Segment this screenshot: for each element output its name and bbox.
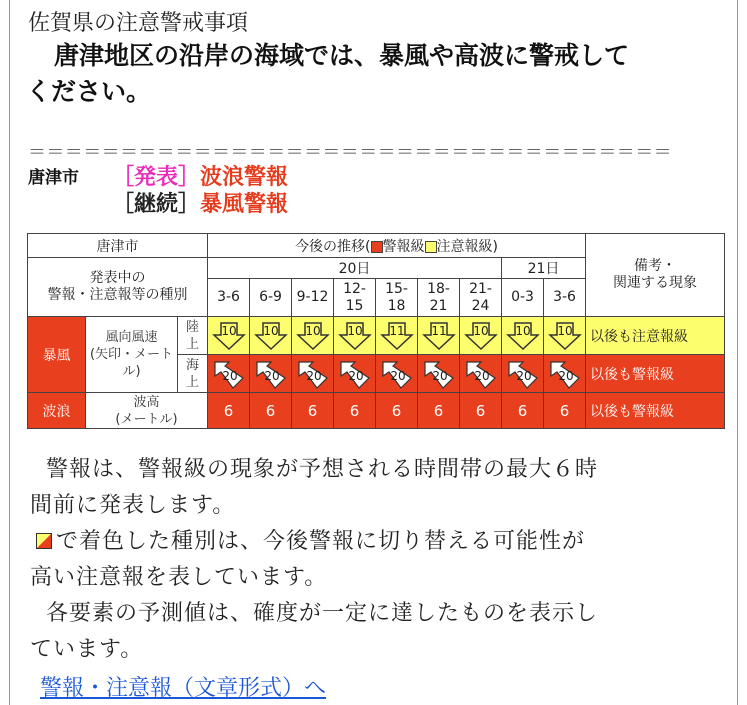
storm-element-2: (矢印・メート [89, 347, 174, 362]
wave-height-cell: 6 [460, 393, 502, 429]
time-slot [334, 279, 376, 317]
land-wind-cell [544, 317, 586, 355]
time-slot [502, 279, 544, 317]
sea-wind-cell [460, 355, 502, 393]
sea-wind-speed: 20 [557, 368, 574, 383]
south-wind-arrow-icon [254, 321, 288, 351]
wave-height-cell: 6 [418, 393, 460, 429]
time-slot-start: 9-12 [296, 289, 329, 305]
sea-wind-cell [250, 355, 292, 393]
trend-warning: 警報級 [382, 238, 425, 255]
time-slot-start: 15- [385, 280, 408, 297]
text-format-link[interactable]: 警報・注意報（文章形式）へ [40, 676, 327, 701]
time-slot [376, 279, 418, 317]
sea-wind-cell [292, 355, 334, 393]
time-slot-start: 18- [427, 280, 450, 297]
south-wind-arrow-icon [464, 321, 498, 351]
southwest-wind-arrow-icon [211, 358, 247, 390]
remarks-line-1: 備考・ [634, 258, 677, 274]
wave-element-1: 波高 [133, 394, 160, 410]
wave-height-cell: 6 [250, 393, 292, 429]
trend-prefix: 今後の推移( [295, 238, 371, 255]
note-forecast-values [30, 596, 720, 668]
issue-cont-name: 暴風警報 [200, 192, 289, 217]
land-wind-cell [376, 317, 418, 355]
sea-wind-speed: 20 [347, 368, 364, 383]
land-wind-speed: 10 [514, 323, 531, 338]
wave-element-2: (メートル) [115, 411, 178, 427]
time-slot-end: 21 [429, 297, 448, 314]
note2-line-a-wrap [30, 524, 720, 560]
issue-new-name: 波浪警報 [200, 165, 289, 190]
time-slot-end: 15 [345, 297, 364, 314]
storm-element-3: ル) [122, 364, 141, 379]
time-slot-start: 3-6 [217, 289, 240, 305]
south-wind-arrow-icon [422, 321, 456, 351]
note-color-meaning [30, 524, 720, 596]
land-wind-cell [418, 317, 460, 355]
sea-wind-speed: 20 [431, 368, 448, 383]
time-slot [544, 279, 586, 317]
storm-label: 暴風 [28, 317, 86, 393]
south-wind-arrow-icon [506, 321, 540, 351]
land-wind-cell [250, 317, 292, 355]
wave-height-cell: 6 [292, 393, 334, 429]
southwest-wind-arrow-icon [421, 358, 457, 390]
wave-height-cell: 6 [334, 393, 376, 429]
wave-height-cell: 6 [544, 393, 586, 429]
advisory-to-warning-swatch-icon [36, 533, 52, 549]
issue-cont-tag: ［継続］ [112, 192, 201, 217]
type-header [28, 258, 208, 317]
type-label-1: 発表中の [89, 270, 146, 286]
storm-element [86, 317, 178, 393]
time-slot-start: 21- [469, 280, 492, 297]
time-slot-start: 6-9 [259, 289, 282, 305]
sea-wind-speed: 20 [221, 368, 238, 383]
frame-right-border [737, 0, 738, 705]
time-slot [208, 279, 250, 317]
southwest-wind-arrow-icon [379, 358, 415, 390]
note1-line-b: 間前に発表します。 [30, 493, 236, 518]
land-wind-speed: 10 [346, 323, 363, 338]
southwest-wind-arrow-icon [463, 358, 499, 390]
land-wind-speed: 10 [262, 323, 279, 338]
forecast-table [27, 233, 725, 429]
south-wind-arrow-icon [296, 321, 330, 351]
wave-height-cell: 6 [502, 393, 544, 429]
land-wind-cell [334, 317, 376, 355]
legend-warning-swatch [371, 241, 383, 253]
time-slot [418, 279, 460, 317]
legend-advisory-swatch [425, 241, 437, 253]
remarks-header [586, 234, 725, 317]
frame-left-border [9, 0, 10, 705]
sea-wind-speed: 20 [305, 368, 322, 383]
time-slot-start: 12- [343, 280, 366, 297]
land-wind-speed: 11 [388, 323, 405, 338]
day1-header: 20日 [208, 258, 502, 279]
remarks-line-2: 関連する現象 [613, 275, 698, 291]
note-warning-timing [30, 452, 720, 524]
time-slot-start: 0-3 [511, 289, 534, 305]
headline-line-2: ください。 [26, 77, 152, 106]
wave-height-cell: 6 [208, 393, 250, 429]
land-label-1: 陸 [186, 319, 200, 335]
land-label-2: 上 [186, 336, 200, 352]
divider: ＝＝＝＝＝＝＝＝＝＝＝＝＝＝＝＝＝＝＝＝＝＝＝＝＝＝＝＝＝＝＝＝＝＝＝ [28, 142, 672, 163]
land-wind-cell [502, 317, 544, 355]
wave-height-cell: 6 [376, 393, 418, 429]
sea-wind-cell [208, 355, 250, 393]
day2-header: 21日 [502, 258, 586, 279]
south-wind-arrow-icon [548, 321, 582, 351]
sea-wind-cell [376, 355, 418, 393]
time-slot [250, 279, 292, 317]
issue-new-tag: ［発表］ [112, 165, 201, 190]
time-slot-start: 3-6 [553, 289, 576, 305]
land-label [178, 317, 208, 355]
land-wind-speed: 10 [304, 323, 321, 338]
issue-continued [112, 187, 288, 218]
sea-remark: 以後も警報級 [586, 355, 725, 393]
southwest-wind-arrow-icon [505, 358, 541, 390]
sea-wind-cell [418, 355, 460, 393]
southwest-wind-arrow-icon [337, 358, 373, 390]
note2-line-b: 高い注意報を表しています。 [30, 565, 328, 590]
land-wind-speed: 10 [220, 323, 237, 338]
southwest-wind-arrow-icon [253, 358, 289, 390]
sea-wind-speed: 20 [389, 368, 406, 383]
time-slot-end: 24 [471, 297, 490, 314]
sea-wind-speed: 20 [515, 368, 532, 383]
land-wind-speed: 10 [472, 323, 489, 338]
sea-wind-cell [544, 355, 586, 393]
wave-element [86, 393, 208, 429]
storm-element-1: 風向風速 [105, 330, 158, 345]
southwest-wind-arrow-icon [547, 358, 583, 390]
south-wind-arrow-icon [212, 321, 246, 351]
land-wind-cell [208, 317, 250, 355]
land-wind-speed: 10 [556, 323, 573, 338]
type-label-2: 警報・注意報等の種別 [47, 287, 188, 303]
time-slot [292, 279, 334, 317]
time-slot-end: 18 [387, 297, 406, 314]
sea-label-1: 海 [186, 357, 200, 373]
southwest-wind-arrow-icon [295, 358, 331, 390]
table-city: 唐津市 [28, 234, 208, 258]
wave-remark: 以後も警報級 [586, 393, 725, 429]
sea-wind-cell [502, 355, 544, 393]
south-wind-arrow-icon [338, 321, 372, 351]
note3-line-a: 各要素の予測値は、確度が一定に達したものを表示し [46, 601, 599, 626]
note2-line-a: で着色した種別は、今後警報に切り替える可能性が [56, 529, 586, 554]
sea-wind-speed: 20 [473, 368, 490, 383]
sea-wind-speed: 20 [263, 368, 280, 383]
south-wind-arrow-icon [380, 321, 414, 351]
land-wind-cell [292, 317, 334, 355]
note1-line-a: 警報は、警報級の現象が予想される時間帯の最大６時 [46, 457, 599, 482]
city-name: 唐津市 [28, 168, 79, 188]
land-wind-cell [460, 317, 502, 355]
sea-label [178, 355, 208, 393]
land-wind-speed: 11 [430, 323, 447, 338]
sea-wind-cell [334, 355, 376, 393]
sea-label-2: 上 [186, 374, 200, 390]
prefecture-title: 佐賀県の注意警戒事項 [28, 11, 249, 36]
time-slot [460, 279, 502, 317]
headline [26, 38, 726, 110]
trend-advisory: 注意報級) [436, 238, 498, 255]
headline-line-1: 唐津地区の沿岸の海域では、暴風や高波に警戒して [54, 41, 630, 70]
note3-line-b: ています。 [30, 637, 144, 662]
trend-header [208, 234, 586, 258]
land-remark: 以後も注意報級 [586, 317, 725, 355]
wave-label: 波浪 [28, 393, 86, 429]
